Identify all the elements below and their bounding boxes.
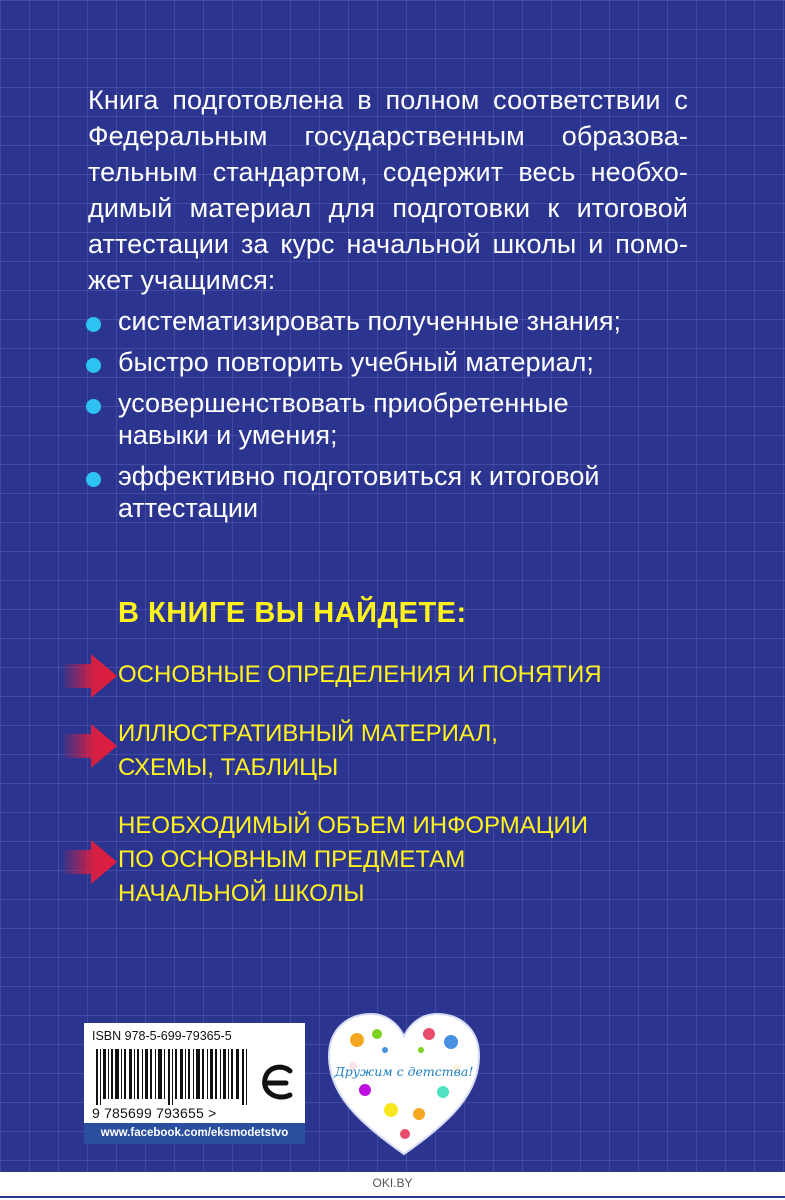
list-item-text: эффективно подготовиться к итоговой [118,461,600,491]
list-item-text: навыки и умения; [118,420,338,450]
list-item-text: систематизировать полученные знания; [118,306,622,336]
list-item [84,305,704,337]
feature-text: СХЕМЫ, ТАБЛИЦЫ [118,754,339,781]
section-heading: В КНИГЕ ВЫ НАЙДЕТЕ: [118,597,467,629]
benefits-list [84,305,704,533]
list-item-text: быстро повторить учебный материал; [118,347,594,377]
red-arrow-icon [63,840,117,884]
feature-text: ОСНОВНЫЕ ОПРЕДЕЛЕНИЯ И ПОНЯТИЯ [118,661,602,688]
intro-line: аттестации за курс начальной школы и помо- [88,229,688,259]
feature-text: НЕОБХОДИМЫЙ ОБЪЕМ ИНФОРМАЦИИ [118,812,589,839]
intro-line: с Федеральным государственным образова- [88,85,688,151]
feature-item [118,717,678,785]
publisher-logo-icon [260,1063,296,1103]
feature-text: ИЛЛЮСТРАТИВНЫЙ МАТЕРИАЛ, [118,720,498,747]
feature-item [118,809,678,911]
red-arrow-icon [63,724,117,768]
intro-line: жет учащимся: [88,265,276,295]
bullet-dot-icon [86,358,101,373]
heart-badge-icon [325,1010,483,1158]
feature-text: НАЧАЛЬНОЙ ШКОЛЫ [118,880,365,907]
list-item [84,460,704,524]
intro-line: Книга подготовлена в полном соответствии [88,85,661,115]
intro-line: димый материал для подготовки к итоговой [88,193,688,223]
watermark: OKI.BY [372,1176,413,1190]
list-item-text: усовершенствовать приобретенные [118,388,569,418]
barcode-digits: 9 785699 793655 > [92,1105,217,1121]
feature-item [118,658,678,692]
bullet-dot-icon [86,317,101,332]
barcode-icon [94,1049,254,1105]
list-item-text: аттестации [118,493,259,523]
heart-badge-text: Дружим с детства! [334,1064,474,1079]
bullet-dot-icon [86,399,101,414]
list-item [84,387,704,451]
red-arrow-icon [63,654,117,698]
intro-line: тельным стандартом, содержит весь необхо- [88,157,688,187]
feature-text: ПО ОСНОВНЫМ ПРЕДМЕТАМ [118,846,466,873]
isbn-block [84,1023,305,1144]
bullet-dot-icon [86,472,101,487]
isbn-number: ISBN 978-5-699-79365-5 [92,1029,232,1043]
list-item [84,346,704,378]
facebook-link[interactable]: www.facebook.com/eksmodetstvo [84,1123,305,1144]
intro-paragraph [88,82,688,298]
footer-divider [0,1196,785,1198]
